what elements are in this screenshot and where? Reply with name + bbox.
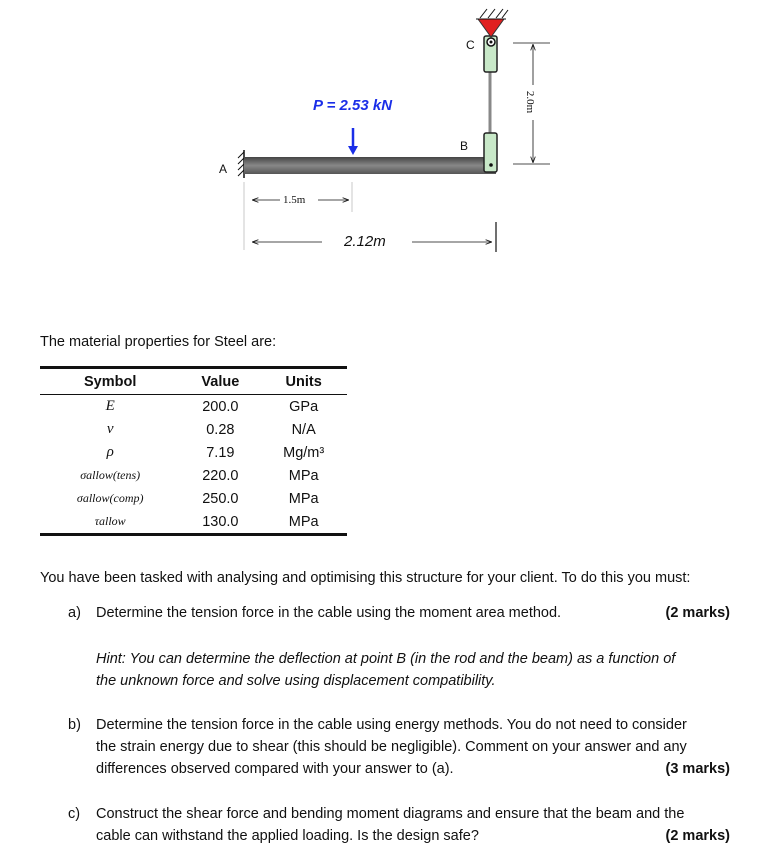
- question-a-text: Determine the tension force in the cable using the moment area method.: [96, 605, 562, 621]
- symbol: σallow(tens): [80, 468, 141, 482]
- question-b-text: the strain energy due to shear (this should be negligible). Comment on your answer and any: [96, 739, 687, 755]
- symbol: ν: [106, 421, 114, 437]
- table-row: [40, 395, 347, 419]
- question-c-letter: c): [68, 806, 81, 822]
- point-a-label: A: [219, 162, 228, 176]
- units: MPa: [288, 490, 319, 507]
- symbol: ρ: [106, 444, 114, 460]
- point-b-label: B: [460, 139, 469, 153]
- hint-line: the unknown force and solve using displacement compatibility.: [96, 673, 496, 689]
- question-b-text: Determine the tension force in the cable using energy methods. You do not need to consider: [96, 717, 687, 733]
- pin-support-icon: [478, 19, 504, 37]
- col-header: Units: [260, 368, 347, 395]
- beam: [244, 157, 496, 174]
- table-row: [40, 510, 347, 535]
- symbol: σallow(comp): [76, 491, 144, 505]
- table-row: [40, 418, 347, 441]
- value: 200.0: [202, 398, 239, 415]
- task-text: You have been tasked with analysing and optimising this structure for your client. To do this you must:: [40, 570, 691, 586]
- beam-diagram: [0, 0, 779, 270]
- symbol: τallow: [94, 514, 126, 528]
- value: 220.0: [202, 467, 239, 484]
- load-position-label: 1.5m: [283, 194, 306, 206]
- col-header: Value: [180, 368, 260, 395]
- symbol: E: [105, 398, 115, 414]
- question-b-marks: (3 marks): [665, 761, 730, 777]
- units: Mg/m³: [283, 444, 325, 461]
- question-b-letter: b): [68, 717, 81, 733]
- value: 130.0: [202, 513, 239, 530]
- point-c-label: C: [466, 38, 475, 52]
- load-arrow-icon: [348, 128, 358, 155]
- question-a-marks: (2 marks): [665, 605, 730, 621]
- value: 0.28: [206, 421, 235, 438]
- question-c-text: Construct the shear force and bending moment diagrams and ensure that the beam and the: [96, 806, 685, 822]
- units: GPa: [289, 398, 319, 415]
- value: 250.0: [202, 490, 239, 507]
- units: N/A: [291, 421, 316, 438]
- units: MPa: [288, 467, 319, 484]
- material-table: [40, 366, 347, 536]
- question-a-letter: a): [68, 605, 81, 621]
- table-row: [40, 487, 347, 510]
- rod-length-label: 2.0m: [524, 90, 537, 114]
- question-b-text: differences observed compared with your answer to (a).: [96, 761, 454, 777]
- table-row: [40, 441, 347, 464]
- wall-support-icon: [238, 150, 244, 178]
- question-c-marks: (2 marks): [665, 828, 730, 844]
- intro-text: The material properties for Steel are:: [40, 334, 277, 350]
- beam-length-label: 2.12m: [344, 233, 386, 250]
- units: MPa: [288, 513, 319, 530]
- value: 7.19: [206, 444, 235, 461]
- hint-line: Hint: You can determine the deflection at point B (in the rod and the beam) as a function of: [96, 651, 676, 667]
- col-header: Symbol: [40, 368, 180, 395]
- load-label: P = 2.53 kN: [313, 97, 393, 114]
- question-c-text: cable can withstand the applied loading. Is the design safe?: [96, 828, 479, 844]
- table-row: [40, 464, 347, 487]
- ceiling-hatch-icon: [476, 9, 508, 19]
